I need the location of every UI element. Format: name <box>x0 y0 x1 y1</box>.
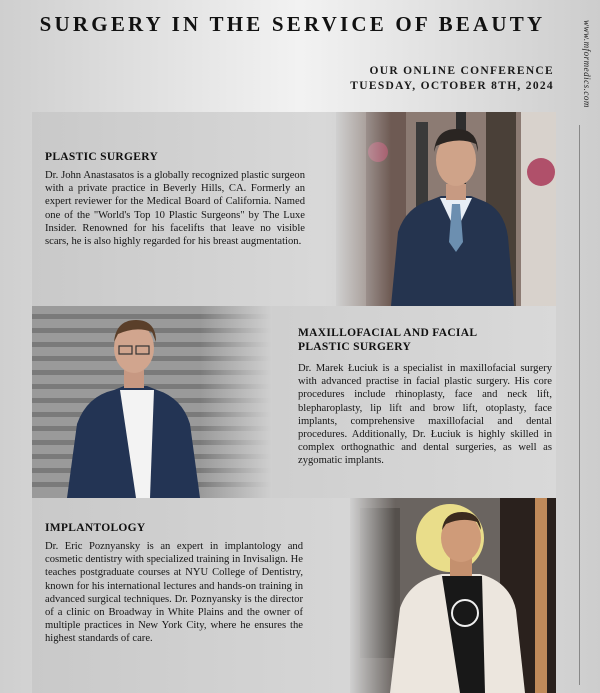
photo-eric-poznyansky <box>350 498 556 693</box>
section-heading-line: MAXILLOFACIAL AND FACIAL <box>298 327 478 339</box>
section-plastic-surgery <box>45 150 305 248</box>
section-implantology <box>45 521 303 646</box>
section-heading: PLASTIC SURGERY <box>45 151 159 163</box>
conference-date: TUESDAY, OCTOBER 8TH, 2024 <box>350 80 554 92</box>
section-heading <box>298 326 552 354</box>
section-body: Dr. John Anastasatos is a globally recognized plastic surgeon with a private practice in Beverly Hills, CA. Formerly an expert reviewer for the Medical Board of California. Named one of the "World's Top 10 Plastic Surgeons" by The Luxe Insider. Renowned for his facelifts that leave no visible scars, he is also highly regarded for his breast augmentation. <box>45 170 305 248</box>
photo-john-anastasatos <box>336 112 556 306</box>
section-body: Dr. Eric Poznyansky is an expert in implantology and cosmetic dentistry with specialized training in Invisalign. He teaches postgraduate courses at NYU College of Dentistry, known for his international lectures and hands-on training in advanced surgical techniques. Dr. Poznyansky is the director of a clinic on Broadway in White Plains and the owner of multiple practices in New York City, where he ensures the highest standards of care. <box>45 541 303 645</box>
section-heading-line: PLASTIC SURGERY <box>298 341 412 353</box>
section-body: Dr. Marek Łuciuk is a specialist in maxillofacial surgery with advanced practise in facial plastic surgery. His core procedures include rhinoplasty, face and neck lift, blepharoplasty, lip lift and brow lift, otoplasty, face implants, comprehensive maxillofacial and dental procedures. Additionally, Dr. Łuciuk is highly skilled in complex orthognathic and dental surgeries, as well as zygomatic implants. <box>298 363 552 467</box>
divider-line <box>579 125 580 685</box>
section-maxillofacial <box>298 326 552 468</box>
website-url: www.mformedics.com <box>582 20 592 108</box>
section-heading: IMPLANTOLOGY <box>45 522 146 534</box>
conference-line: OUR ONLINE CONFERENCE <box>369 65 554 77</box>
photo-marek-luciuk <box>32 306 272 498</box>
conference-info <box>350 64 554 94</box>
page-title: SURGERY IN THE SERVICE OF BEAUTY <box>39 12 546 36</box>
